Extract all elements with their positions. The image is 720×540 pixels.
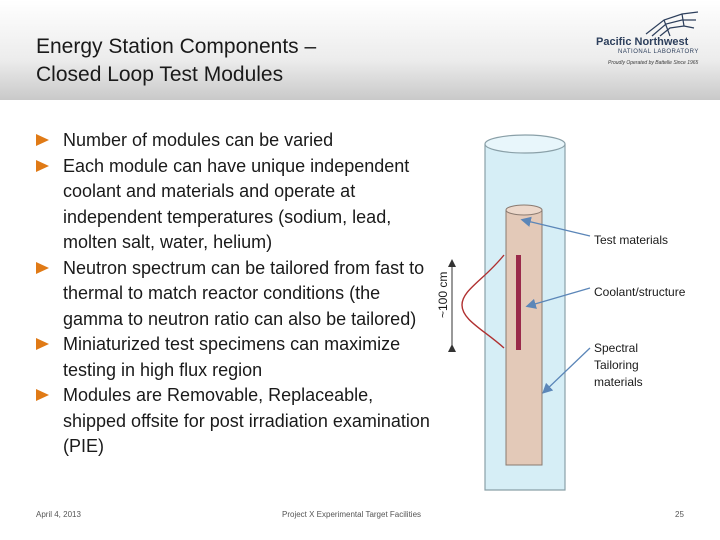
- bullet-triangle-icon: [36, 134, 49, 146]
- bullet-item: [36, 383, 436, 460]
- label-test-materials: Test materials: [594, 233, 669, 247]
- title-line-1: Energy Station Components –: [36, 35, 317, 58]
- bullet-text: Modules are Removable, Replaceable, shipped offsite for post irradiation examination (PIE): [63, 385, 430, 456]
- bullet-triangle-icon: [36, 389, 49, 401]
- inner-capsule: [506, 210, 542, 465]
- inner-capsule-top: [506, 205, 542, 215]
- bullet-triangle-icon: [36, 262, 49, 274]
- page-title: [36, 33, 316, 89]
- pnnl-logo: [592, 10, 712, 70]
- footer-title: Project X Experimental Target Facilities: [282, 510, 422, 519]
- header-band: [0, 0, 720, 100]
- bullet-item: [36, 332, 436, 383]
- title-line-2: Closed Loop Test Modules: [36, 63, 284, 86]
- bullet-item: [36, 256, 436, 333]
- page-number: 25: [675, 510, 684, 519]
- bullet-triangle-icon: [36, 160, 49, 172]
- bullet-triangle-icon: [36, 338, 49, 350]
- height-label: ~100 cm: [436, 271, 450, 318]
- logo-name: Pacific Northwest: [596, 36, 689, 48]
- footer-date: April 4, 2013: [36, 510, 81, 519]
- label-coolant-structure: Coolant/structure: [594, 285, 686, 299]
- label-spectral-tailoring: [594, 340, 643, 391]
- bullet-text: Each module can have unique independent coolant and materials and operate at independent temperatures (sodium, lead, molten salt, water, helium): [63, 155, 410, 252]
- logo-subtitle: NATIONAL LABORATORY: [618, 49, 699, 55]
- bullet-item: [36, 128, 436, 154]
- label-spectral-line-1: Spectral: [594, 341, 639, 355]
- bullet-text: Miniaturized test specimens can maximize testing in high flux region: [63, 334, 401, 380]
- label-spectral-line-2: Tailoring: [594, 358, 639, 372]
- bullet-list: [36, 128, 436, 460]
- bullet-text: Neutron spectrum can be tailored from fast to thermal to match reactor conditions (the gamma to neutron ratio can also be tailored): [63, 257, 425, 329]
- test-rod: [516, 255, 521, 350]
- test-module-diagram: [420, 120, 710, 500]
- logo-mark-icon: [642, 10, 702, 38]
- bullet-item: [36, 154, 436, 256]
- outer-tube-top: [485, 135, 565, 153]
- bullet-text: Number of modules can be varied: [63, 130, 334, 150]
- logo-tagline: Proudly Operated by Battelle Since 1965: [608, 60, 699, 66]
- label-spectral-line-3: materials: [594, 375, 643, 389]
